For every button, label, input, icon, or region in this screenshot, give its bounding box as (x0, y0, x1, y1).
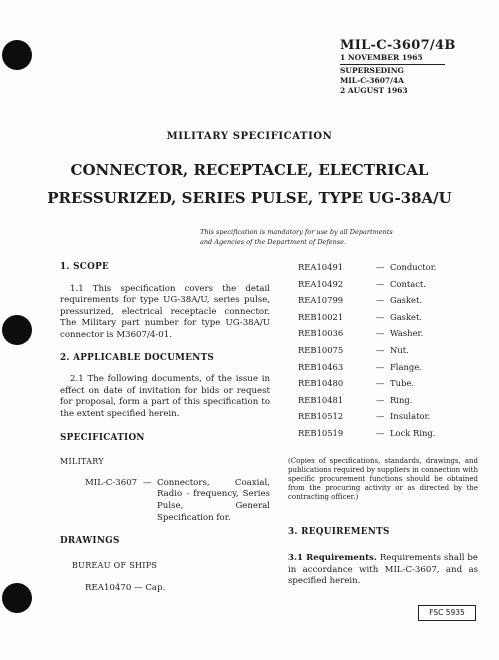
ref-code: REA10799 (298, 295, 344, 306)
military-label: MILITARY (60, 457, 104, 467)
ref-name: Tube. (390, 378, 414, 389)
ref-code: REB10519 (298, 427, 344, 438)
ref-name: Conductor. (390, 262, 437, 272)
docs-text: The following documents, of the issue in effect on date of invitation for bids or request for proposal, form a part of this specification to the extent specified herein. (60, 374, 271, 419)
ref-dash: — (376, 262, 385, 272)
scope-text: This specification covers the detail requirements for type UG-38A/U, series pulse, pressurized, electrical receptacle connector. The Military part number for type UG-38A/U connector is M3607/4-01. (60, 283, 271, 340)
doc-date: 1 NOVEMBER 1965 (340, 53, 423, 62)
ref-code: REB10021 (298, 311, 344, 322)
ref-name: Flange. (390, 361, 422, 372)
ref-name: Lock Ring. (390, 427, 436, 438)
fsc-box: FSC 5935 (418, 605, 476, 621)
docs-num: 2.1 (70, 374, 84, 385)
right-column (288, 262, 478, 588)
ref-dash: — (376, 295, 385, 306)
punch-hole-top (2, 40, 32, 70)
mil-number: MIL-C-3607 (85, 477, 138, 488)
ref-code: REB10481 (298, 394, 344, 405)
scope-paragraph (60, 284, 270, 342)
header-rule (340, 64, 445, 65)
ref-name: Contact. (390, 278, 426, 289)
spec-heading: SPECIFICATION (60, 432, 145, 443)
doc-header (340, 38, 490, 96)
requirements-paragraph (288, 553, 478, 588)
ref-code: REB10036 (298, 328, 344, 339)
mandatory-note: This specification is mandatory for use by all Departments and Agencies of the Department of Defense. (200, 228, 393, 246)
ref-dash: — (376, 394, 385, 405)
docs-paragraph (60, 374, 270, 420)
superseded-date: 2 AUGUST 1963 (340, 86, 408, 95)
ref-dash: — (376, 328, 385, 339)
doc-number: MIL-C-3607/4B (340, 38, 456, 53)
requirements-heading: 3. REQUIREMENTS (288, 526, 390, 537)
bureau-label: BUREAU OF SHIPS (72, 560, 158, 570)
ref-name: Nut. (390, 344, 409, 355)
left-column (60, 262, 270, 595)
mil-spec-entry (60, 478, 270, 524)
title-line-1: CONNECTOR, RECEPTACLE, ELECTRICAL (70, 161, 429, 179)
ref-dash: — (376, 278, 385, 289)
mil-desc: Connectors, Coaxial, Radio - frequency, Series Pulse, General Specification for. (157, 477, 270, 523)
ref-dash: — (376, 361, 385, 372)
mil-dash: — (143, 477, 152, 488)
ref-name: Gasket. (390, 311, 423, 322)
ref-code: REB10075 (298, 344, 344, 355)
ref-name: Ring. (390, 394, 413, 405)
requirements-num: 3.1 Requirements. (288, 553, 377, 564)
drawing-entry: REA10470 — Cap. (85, 583, 166, 594)
ref-name: Washer. (390, 328, 424, 339)
ref-dash: — (376, 344, 385, 355)
ref-code: REB10480 (298, 378, 344, 389)
ref-name: Insulator. (390, 411, 431, 422)
punch-hole-middle (2, 315, 32, 345)
requirements-text: Requirements shall be in accordance with MIL-C-3607, and as specified herein. (288, 553, 478, 587)
page-title (0, 156, 499, 212)
scope-num: 1.1 (70, 283, 84, 294)
ref-code: REB10512 (298, 411, 344, 422)
ref-dash: — (376, 378, 385, 389)
spec-category: MILITARY SPECIFICATION (166, 131, 333, 142)
superseded-number: MIL-C-3607/4A (340, 76, 404, 85)
ref-code: REB10463 (298, 361, 344, 372)
ref-code: REA10492 (298, 278, 344, 289)
scope-heading: 1. SCOPE (60, 262, 109, 272)
ref-dash: — (376, 427, 385, 438)
ref-code: REA10491 (298, 262, 344, 272)
superseding-label: SUPERSEDING (340, 66, 404, 75)
drawing-reference-list (298, 262, 478, 440)
ref-name: Gasket. (390, 295, 423, 306)
punch-hole-bottom (2, 583, 32, 613)
copies-note: (Copies of specifications, standards, drawings, and publications required by suppliers in connection with specific procurement functions should be obtained from the procuring activity or as directed by the contracting officer.) (288, 456, 478, 502)
title-line-2: PRESSURIZED, SERIES PULSE, TYPE UG-38A/U (47, 189, 452, 207)
ref-dash: — (376, 411, 385, 422)
ref-dash: — (376, 311, 385, 322)
docs-heading: 2. APPLICABLE DOCUMENTS (60, 352, 215, 363)
drawings-heading: DRAWINGS (60, 536, 120, 547)
